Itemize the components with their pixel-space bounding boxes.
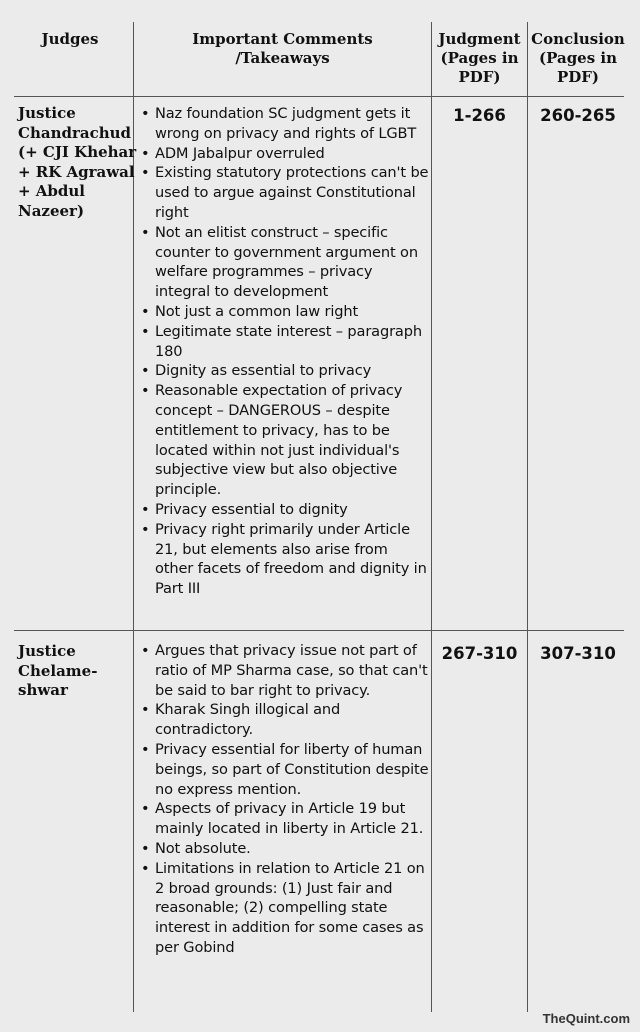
row-2-conclusion-pages: 307-310	[540, 644, 616, 663]
row-divider	[14, 96, 624, 97]
row-1-judges: Justice Chandrachud (+ CJI Khehar + RK Agrawal + Abdul Nazeer)	[18, 104, 137, 220]
list-item: • Not absolute.	[140, 839, 430, 859]
row-divider	[14, 630, 624, 631]
row-1-judgment-pages: 1-266	[453, 106, 506, 125]
list-item: • ADM Jabalpur overruled	[140, 144, 430, 164]
column-divider	[527, 22, 528, 1012]
header-comments: Important Comments /Takeaways	[192, 30, 373, 67]
row-2-comments	[140, 641, 430, 958]
row-1-conclusion-pages: 260-265	[540, 106, 616, 125]
row-2-judgment-pages: 267-310	[441, 644, 518, 663]
header-judgment-pages: Judgment (Pages in PDF)	[438, 30, 521, 86]
list-item: • Existing statutory protections can't be used to argue against Constitutional right	[140, 163, 430, 222]
column-divider	[431, 22, 432, 1012]
list-item: • Argues that privacy issue not part of ratio of MP Sharma case, so that can't be said to bar right to privacy.	[140, 641, 430, 700]
row-2-judges: Justice Chelame- shwar	[18, 642, 98, 699]
list-item: • Reasonable expectation of privacy concept – DANGEROUS – despite entitlement to privacy, has to be located within not just individual's subjective view but also objective principle.	[140, 381, 430, 500]
list-item: • Not just a common law right	[140, 302, 430, 322]
list-item: • Limitations in relation to Article 21 on 2 broad grounds: (1) Just fair and reasonable; (2) compelling state interest in addition for some cases as per Gobind	[140, 859, 430, 958]
list-item: • Naz foundation SC judgment gets it wrong on privacy and rights of LGBT	[140, 104, 430, 144]
header-judges: Judges	[41, 30, 99, 48]
list-item: • Legitimate state interest – paragraph 180	[140, 322, 430, 362]
list-item: • Not an elitist construct – specific counter to government argument on welfare programmes – privacy integral to development	[140, 223, 430, 302]
watermark-logo: TheQuint.com	[542, 1011, 630, 1026]
row-1-comments	[140, 104, 430, 599]
list-item: • Privacy essential for liberty of human beings, so part of Constitution despite no express mention.	[140, 740, 430, 799]
list-item: • Aspects of privacy in Article 19 but mainly located in liberty in Article 21.	[140, 799, 430, 839]
list-item: • Privacy essential to dignity	[140, 500, 430, 520]
list-item: • Kharak Singh illogical and contradictory.	[140, 700, 430, 740]
header-conclusion-pages: Conclusion (Pages in PDF)	[531, 30, 625, 86]
list-item: • Dignity as essential to privacy	[140, 361, 430, 381]
list-item: • Privacy right primarily under Article 21, but elements also arise from other facets of freedom and dignity in Part III	[140, 520, 430, 599]
